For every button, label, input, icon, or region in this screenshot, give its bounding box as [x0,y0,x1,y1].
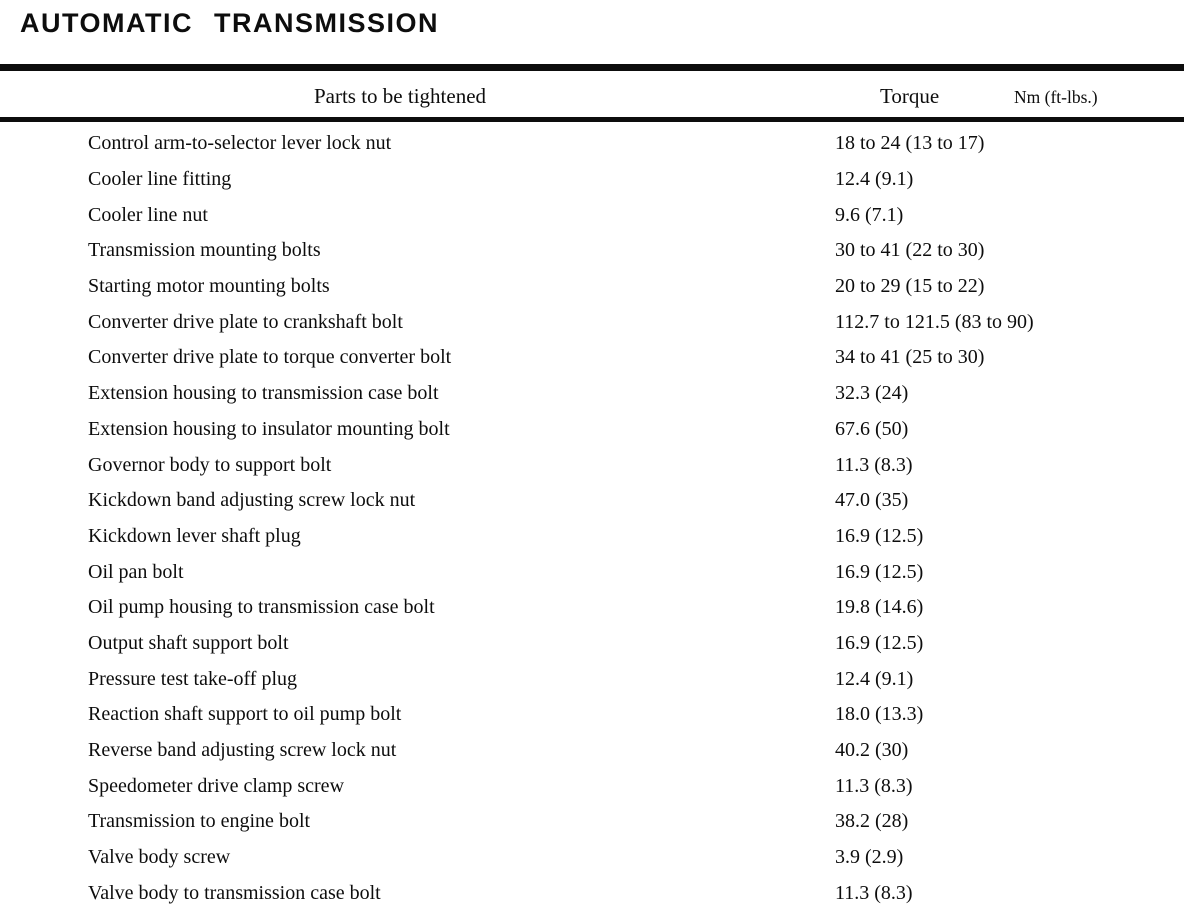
table-row [0,269,1184,305]
column-header-parts: Parts to be tightened [313,84,487,108]
part-name: Converter drive plate to torque converter bolt [88,346,452,369]
table-row [0,840,1184,876]
torque-value: 12.4 (9.1) [835,667,914,690]
table-header-row [0,84,1184,114]
part-name: Kickdown lever shaft plug [88,524,301,547]
part-name: Converter drive plate to crankshaft bolt [88,310,403,333]
table-row [0,768,1184,804]
torque-value: 34 to 41 (25 to 30) [835,346,985,369]
torque-value: 11.3 (8.3) [835,774,913,797]
table-row [0,590,1184,626]
part-name: Governor body to support bolt [88,453,332,476]
part-name: Reaction shaft support to oil pump bolt [88,703,402,726]
torque-value: 18.0 (13.3) [835,703,924,726]
torque-value: 16.9 (12.5) [835,560,924,583]
torque-value: 12.4 (9.1) [835,168,914,191]
table-row [0,376,1184,412]
table-rows [0,126,1184,911]
part-name: Valve body to transmission case bolt [88,881,381,904]
part-name: Reverse band adjusting screw lock nut [88,739,397,762]
top-rule-divider [0,64,1184,71]
table-row [0,554,1184,590]
torque-value: 20 to 29 (15 to 22) [835,275,985,298]
part-name: Starting motor mounting bolts [88,275,330,298]
column-header-torque-unit: Nm (ft-lbs.) [1014,87,1098,107]
torque-value: 40.2 (30) [835,739,909,762]
torque-value: 112.7 to 121.5 (83 to 90) [835,310,1034,333]
torque-value: 16.9 (12.5) [835,524,924,547]
torque-value: 18 to 24 (13 to 17) [835,132,985,155]
torque-value: 11.3 (8.3) [835,881,913,904]
table-row [0,304,1184,340]
table-row [0,162,1184,198]
table-row [0,875,1184,911]
table-row [0,661,1184,697]
table-row [0,804,1184,840]
part-name: Transmission to engine bolt [88,810,311,833]
table-row [0,697,1184,733]
table-row [0,126,1184,162]
torque-value: 3.9 (2.9) [835,846,904,869]
header-rule-divider [0,117,1184,122]
torque-value: 9.6 (7.1) [835,203,904,226]
part-name: Oil pan bolt [88,560,184,583]
torque-value: 38.2 (28) [835,810,909,833]
torque-value: 19.8 (14.6) [835,596,924,619]
page-title: AUTOMATIC TRANSMISSION [20,8,439,38]
table-row [0,733,1184,769]
table-row [0,519,1184,555]
column-header-torque: Torque [880,84,940,108]
table-row [0,340,1184,376]
torque-value: 16.9 (12.5) [835,631,924,654]
torque-value: 11.3 (8.3) [835,453,913,476]
table-row [0,197,1184,233]
part-name: Speedometer drive clamp screw [88,774,345,797]
part-name: Control arm-to-selector lever lock nut [88,132,392,155]
part-name: Pressure test take-off plug [88,667,298,690]
part-name: Extension housing to transmission case bolt [88,382,439,405]
part-name: Cooler line fitting [88,168,232,191]
torque-value: 30 to 41 (22 to 30) [835,239,985,262]
torque-value: 32.3 (24) [835,382,909,405]
part-name: Kickdown band adjusting screw lock nut [88,489,416,512]
part-name: Oil pump housing to transmission case bolt [88,596,435,619]
table-row [0,483,1184,519]
part-name: Output shaft support bolt [88,631,289,654]
torque-value: 67.6 (50) [835,417,909,440]
part-name: Valve body screw [88,846,231,869]
part-name: Extension housing to insulator mounting bolt [88,417,450,440]
table-row [0,412,1184,448]
table-row [0,447,1184,483]
part-name: Cooler line nut [88,203,208,226]
table-row [0,626,1184,662]
part-name: Transmission mounting bolts [88,239,321,262]
table-row [0,233,1184,269]
torque-value: 47.0 (35) [835,489,909,512]
